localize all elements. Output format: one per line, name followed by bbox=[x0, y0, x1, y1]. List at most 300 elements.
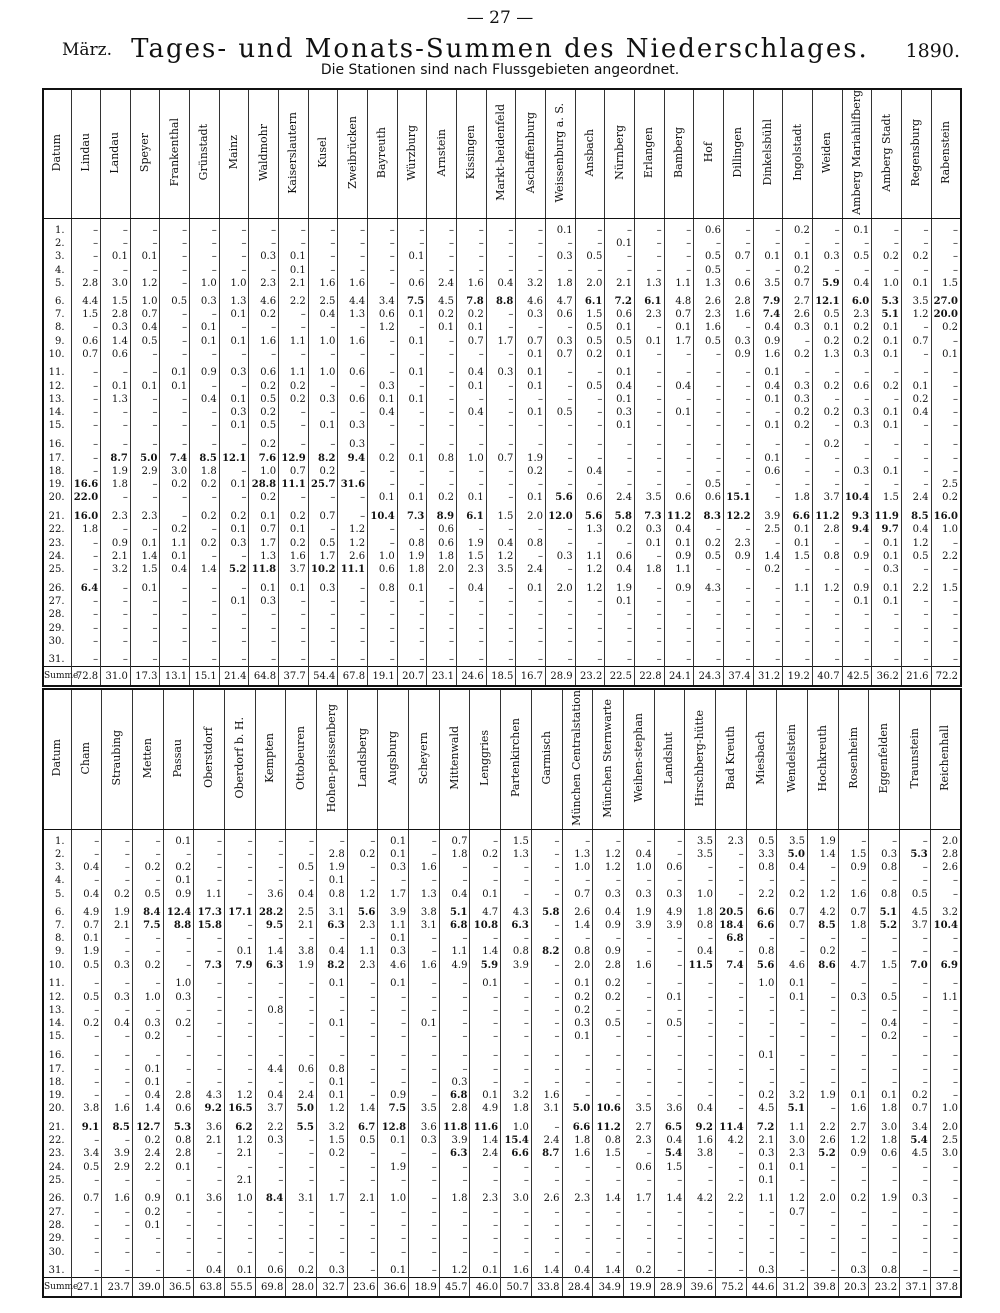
value-cell: – bbox=[869, 1246, 900, 1259]
value-cell: 3.4 bbox=[900, 1120, 931, 1134]
value-cell: – bbox=[715, 1048, 746, 1062]
value-cell: 0.5 bbox=[575, 321, 605, 334]
value-cell: – bbox=[872, 452, 902, 465]
value-cell: – bbox=[664, 419, 694, 432]
value-cell: – bbox=[102, 1134, 133, 1147]
value-cell: – bbox=[654, 977, 685, 991]
value-cell: 3.7 bbox=[255, 1102, 286, 1115]
station-header bbox=[654, 689, 685, 829]
table-row bbox=[43, 621, 961, 634]
value-cell: 2.1 bbox=[102, 919, 133, 932]
value-cell: 0.4 bbox=[132, 1089, 163, 1102]
value-cell: 9.2 bbox=[685, 1120, 716, 1134]
value-cell: – bbox=[901, 595, 931, 608]
value-cell: 11.2 bbox=[664, 509, 694, 523]
value-cell: 0.1 bbox=[783, 523, 813, 536]
value-cell: – bbox=[808, 977, 839, 991]
value-cell: 0.2 bbox=[593, 991, 624, 1004]
value-cell: – bbox=[901, 635, 931, 648]
value-cell: – bbox=[130, 621, 160, 634]
value-cell: – bbox=[409, 977, 440, 991]
value-cell: – bbox=[869, 1232, 900, 1245]
value-cell: 0.2 bbox=[812, 438, 842, 452]
value-cell: – bbox=[286, 1076, 317, 1089]
table-row bbox=[43, 1219, 961, 1232]
table-row bbox=[43, 1004, 961, 1017]
value-cell: – bbox=[308, 595, 338, 608]
value-cell: – bbox=[808, 1017, 839, 1030]
value-cell: 0.1 bbox=[562, 1030, 593, 1043]
value-cell: 3.6 bbox=[194, 1192, 225, 1206]
value-cell: 1.6 bbox=[501, 1264, 532, 1278]
value-cell: – bbox=[842, 366, 872, 380]
value-cell: – bbox=[409, 874, 440, 887]
value-cell: – bbox=[654, 1062, 685, 1075]
table-row bbox=[43, 1030, 961, 1043]
station-header bbox=[130, 89, 160, 218]
station-name: Bad Kreuth bbox=[723, 726, 737, 790]
value-cell: 3.0 bbox=[101, 277, 131, 290]
value-cell: – bbox=[562, 874, 593, 887]
value-cell: 0.5 bbox=[249, 419, 279, 432]
value-cell: – bbox=[409, 1219, 440, 1232]
value-cell: 0.5 bbox=[575, 380, 605, 393]
value-cell: – bbox=[872, 478, 902, 491]
value-cell: – bbox=[190, 595, 220, 608]
value-cell: – bbox=[160, 509, 190, 523]
value-cell: – bbox=[715, 1017, 746, 1030]
value-cell: – bbox=[838, 874, 869, 887]
value-cell: 0.3 bbox=[838, 1264, 869, 1278]
station-header bbox=[163, 689, 194, 829]
value-cell: 1.2 bbox=[575, 581, 605, 595]
value-cell: 0.1 bbox=[130, 581, 160, 595]
value-cell: – bbox=[931, 653, 961, 667]
value-cell: 0.1 bbox=[470, 977, 501, 991]
value-cell: 5.1 bbox=[872, 308, 902, 321]
value-cell: 31.6 bbox=[338, 478, 368, 491]
value-cell: – bbox=[694, 452, 724, 465]
table-row bbox=[43, 550, 961, 563]
sum-value: 23.2 bbox=[869, 1278, 900, 1298]
value-cell: – bbox=[869, 1161, 900, 1174]
sum-value: 67.8 bbox=[338, 667, 368, 687]
value-cell: – bbox=[427, 621, 457, 634]
value-cell: – bbox=[900, 835, 931, 848]
value-cell: 1.9 bbox=[808, 835, 839, 848]
sum-value: 44.6 bbox=[746, 1278, 777, 1298]
value-cell: – bbox=[279, 595, 309, 608]
value-cell: – bbox=[457, 237, 487, 250]
station-header bbox=[575, 89, 605, 218]
value-cell: 1.9 bbox=[397, 550, 427, 563]
value-cell: 0.3 bbox=[101, 321, 131, 334]
sum-value: 22.8 bbox=[634, 667, 664, 687]
value-cell: 0.1 bbox=[378, 977, 409, 991]
value-cell: 0.5 bbox=[308, 536, 338, 549]
value-cell: 0.7 bbox=[439, 835, 470, 848]
value-cell: – bbox=[715, 1174, 746, 1187]
value-cell: – bbox=[317, 1048, 348, 1062]
value-cell: – bbox=[224, 977, 255, 991]
value-cell: 0.1 bbox=[219, 419, 249, 432]
value-cell: 1.6 bbox=[838, 1102, 869, 1115]
value-cell: – bbox=[378, 874, 409, 887]
value-cell: – bbox=[397, 465, 427, 478]
value-cell: 0.9 bbox=[838, 1147, 869, 1160]
value-cell: 2.2 bbox=[808, 1120, 839, 1134]
value-cell: – bbox=[101, 635, 131, 648]
value-cell: – bbox=[409, 1206, 440, 1219]
value-cell: 0.1 bbox=[457, 491, 487, 504]
value-cell: – bbox=[900, 1246, 931, 1259]
sum-value: 37.8 bbox=[930, 1278, 961, 1298]
value-cell: – bbox=[368, 348, 398, 361]
value-cell: 0.7 bbox=[777, 1206, 808, 1219]
value-cell: – bbox=[338, 509, 368, 523]
value-cell: – bbox=[634, 419, 664, 432]
value-cell: 8.2 bbox=[317, 959, 348, 972]
value-cell: 7.2 bbox=[605, 295, 635, 308]
value-cell: – bbox=[753, 237, 783, 250]
value-cell: – bbox=[102, 1089, 133, 1102]
station-name: Garmisch bbox=[539, 731, 553, 785]
value-cell: 0.5 bbox=[869, 991, 900, 1004]
value-cell: 4.3 bbox=[694, 581, 724, 595]
value-cell: 0.1 bbox=[546, 224, 576, 237]
value-cell: – bbox=[931, 608, 961, 621]
value-cell: – bbox=[531, 977, 562, 991]
value-cell: 1.0 bbox=[224, 1192, 255, 1206]
value-cell: – bbox=[427, 635, 457, 648]
value-cell: 0.3 bbox=[219, 536, 249, 549]
value-cell: – bbox=[715, 1004, 746, 1017]
value-cell: 0.4 bbox=[102, 1017, 133, 1030]
value-cell: 0.6 bbox=[427, 536, 457, 549]
value-cell: 0.8 bbox=[427, 452, 457, 465]
value-cell: 0.1 bbox=[634, 334, 664, 347]
value-cell: – bbox=[516, 635, 546, 648]
value-cell: 0.3 bbox=[783, 321, 813, 334]
value-cell: – bbox=[102, 835, 133, 848]
sum-row bbox=[43, 667, 961, 687]
sum-value: 69.8 bbox=[255, 1278, 286, 1298]
value-cell: – bbox=[71, 438, 101, 452]
value-cell: – bbox=[900, 1076, 931, 1089]
value-cell: 0.2 bbox=[783, 406, 813, 419]
value-cell: 1.0 bbox=[163, 977, 194, 991]
value-cell: 0.1 bbox=[869, 1089, 900, 1102]
value-cell: – bbox=[593, 1174, 624, 1187]
station-header bbox=[753, 89, 783, 218]
value-cell: 3.1 bbox=[531, 1102, 562, 1115]
date-cell: 20. bbox=[43, 1102, 71, 1115]
value-cell: 1.3 bbox=[501, 848, 532, 861]
value-cell: – bbox=[685, 1048, 716, 1062]
value-cell: – bbox=[486, 263, 516, 276]
value-cell: – bbox=[71, 550, 101, 563]
value-cell: – bbox=[317, 1206, 348, 1219]
value-cell: – bbox=[378, 1017, 409, 1030]
value-cell: – bbox=[753, 581, 783, 595]
value-cell: 0.6 bbox=[605, 550, 635, 563]
value-cell: 1.5 bbox=[130, 563, 160, 576]
value-cell: – bbox=[347, 1147, 378, 1160]
value-cell: – bbox=[869, 1076, 900, 1089]
value-cell: – bbox=[338, 263, 368, 276]
value-cell: – bbox=[190, 608, 220, 621]
value-cell: – bbox=[224, 861, 255, 874]
value-cell: – bbox=[219, 635, 249, 648]
value-cell: 0.5 bbox=[71, 1161, 102, 1174]
value-cell: 8.3 bbox=[694, 509, 724, 523]
value-cell: – bbox=[224, 1232, 255, 1245]
value-cell: 3.4 bbox=[368, 295, 398, 308]
sum-value: 63.8 bbox=[194, 1278, 225, 1298]
value-cell: – bbox=[190, 635, 220, 648]
value-cell: – bbox=[634, 635, 664, 648]
station-header bbox=[338, 89, 368, 218]
value-cell: – bbox=[664, 452, 694, 465]
value-cell: 1.6 bbox=[694, 321, 724, 334]
value-cell: 5.3 bbox=[163, 1120, 194, 1134]
value-cell: 2.1 bbox=[279, 277, 309, 290]
value-cell: – bbox=[931, 595, 961, 608]
sum-row bbox=[43, 1278, 961, 1298]
value-cell: – bbox=[623, 1062, 654, 1075]
value-cell: 0.2 bbox=[249, 406, 279, 419]
value-cell: – bbox=[224, 1048, 255, 1062]
value-cell: – bbox=[654, 1076, 685, 1089]
value-cell: – bbox=[439, 1004, 470, 1017]
value-cell: – bbox=[397, 478, 427, 491]
value-cell: – bbox=[746, 1030, 777, 1043]
value-cell: – bbox=[931, 536, 961, 549]
value-cell: – bbox=[190, 263, 220, 276]
value-cell: 3.6 bbox=[194, 1120, 225, 1134]
table-row bbox=[43, 295, 961, 308]
value-cell: – bbox=[102, 1264, 133, 1278]
value-cell: – bbox=[723, 608, 753, 621]
value-cell: – bbox=[715, 1076, 746, 1089]
value-cell: 0.1 bbox=[279, 581, 309, 595]
table-row bbox=[43, 991, 961, 1004]
date-cell: 21. bbox=[43, 1120, 71, 1134]
value-cell: – bbox=[605, 224, 635, 237]
value-cell: 0.1 bbox=[163, 1192, 194, 1206]
table-row bbox=[43, 959, 961, 972]
date-cell: 7. bbox=[43, 308, 71, 321]
value-cell: – bbox=[872, 635, 902, 648]
value-cell: – bbox=[317, 1174, 348, 1187]
value-cell: – bbox=[102, 1206, 133, 1219]
value-cell: 0.1 bbox=[470, 888, 501, 901]
value-cell: 2.1 bbox=[194, 1134, 225, 1147]
value-cell: 0.8 bbox=[368, 581, 398, 595]
table-row bbox=[43, 237, 961, 250]
value-cell: 6.1 bbox=[575, 295, 605, 308]
value-cell: – bbox=[279, 635, 309, 648]
sum-value: 36.2 bbox=[872, 667, 902, 687]
value-cell: 0.2 bbox=[132, 1134, 163, 1147]
value-cell: – bbox=[930, 932, 961, 945]
value-cell: – bbox=[486, 581, 516, 595]
value-cell: 0.2 bbox=[102, 888, 133, 901]
value-cell: 0.2 bbox=[562, 991, 593, 1004]
value-cell: – bbox=[368, 263, 398, 276]
value-cell: 2.0 bbox=[562, 959, 593, 972]
value-cell: 0.6 bbox=[694, 224, 724, 237]
value-cell: – bbox=[308, 348, 338, 361]
value-cell: 0.7 bbox=[664, 308, 694, 321]
value-cell: – bbox=[808, 1232, 839, 1245]
value-cell: 4.7 bbox=[470, 906, 501, 919]
value-cell: – bbox=[439, 991, 470, 1004]
value-cell: 1.1 bbox=[664, 563, 694, 576]
value-cell: – bbox=[900, 1062, 931, 1075]
value-cell: 2.8 bbox=[439, 1102, 470, 1115]
value-cell: 3.7 bbox=[812, 491, 842, 504]
value-cell: – bbox=[685, 991, 716, 1004]
value-cell: – bbox=[71, 1030, 102, 1043]
table-row bbox=[43, 380, 961, 393]
value-cell: 2.2 bbox=[715, 1192, 746, 1206]
value-cell: – bbox=[842, 653, 872, 667]
value-cell: 0.1 bbox=[397, 308, 427, 321]
value-cell: 0.1 bbox=[605, 419, 635, 432]
value-cell: 0.1 bbox=[219, 393, 249, 406]
value-cell: 5.8 bbox=[531, 906, 562, 919]
value-cell: 0.7 bbox=[516, 334, 546, 347]
value-cell: 8.8 bbox=[163, 919, 194, 932]
value-cell: – bbox=[102, 932, 133, 945]
value-cell: – bbox=[368, 536, 398, 549]
value-cell: – bbox=[930, 1192, 961, 1206]
table-row bbox=[43, 861, 961, 874]
value-cell: – bbox=[160, 321, 190, 334]
value-cell: – bbox=[654, 1089, 685, 1102]
value-cell: 1.3 bbox=[562, 848, 593, 861]
value-cell: 1.2 bbox=[901, 308, 931, 321]
value-cell: 6.1 bbox=[634, 295, 664, 308]
value-cell: – bbox=[654, 1004, 685, 1017]
value-cell: 4.2 bbox=[685, 1192, 716, 1206]
value-cell: – bbox=[531, 1030, 562, 1043]
date-cell: 5. bbox=[43, 277, 71, 290]
value-cell: – bbox=[470, 861, 501, 874]
value-cell: – bbox=[664, 348, 694, 361]
value-cell: 0.2 bbox=[286, 1264, 317, 1278]
station-header bbox=[685, 689, 716, 829]
value-cell: 3.9 bbox=[501, 959, 532, 972]
value-cell: 1.9 bbox=[102, 906, 133, 919]
value-cell: – bbox=[71, 536, 101, 549]
value-cell: 0.6 bbox=[397, 277, 427, 290]
value-cell: – bbox=[486, 348, 516, 361]
value-cell: – bbox=[753, 653, 783, 667]
value-cell: – bbox=[808, 861, 839, 874]
value-cell: 0.5 bbox=[546, 406, 576, 419]
value-cell: 1.4 bbox=[101, 334, 131, 347]
value-cell: – bbox=[347, 1017, 378, 1030]
value-cell: – bbox=[71, 224, 101, 237]
value-cell: 0.6 bbox=[338, 366, 368, 380]
value-cell: 1.0 bbox=[132, 991, 163, 1004]
value-cell: – bbox=[71, 1219, 102, 1232]
station-name: Hochkreuth bbox=[815, 724, 829, 792]
value-cell: – bbox=[623, 1089, 654, 1102]
station-name: Mainz bbox=[227, 135, 241, 170]
value-cell: 0.4 bbox=[486, 536, 516, 549]
value-cell: 3.8 bbox=[71, 1102, 102, 1115]
value-cell: – bbox=[163, 959, 194, 972]
value-cell: 1.2 bbox=[777, 1192, 808, 1206]
value-cell: – bbox=[279, 321, 309, 334]
value-cell: – bbox=[812, 653, 842, 667]
value-cell: – bbox=[347, 1048, 378, 1062]
value-cell: 0.7 bbox=[777, 906, 808, 919]
value-cell: – bbox=[812, 263, 842, 276]
value-cell: 1.2 bbox=[812, 581, 842, 595]
value-cell: 0.1 bbox=[605, 321, 635, 334]
value-cell: 2.1 bbox=[605, 277, 635, 290]
value-cell: – bbox=[664, 621, 694, 634]
value-cell: – bbox=[190, 250, 220, 263]
value-cell: 0.5 bbox=[900, 888, 931, 901]
value-cell: 0.2 bbox=[746, 1089, 777, 1102]
value-cell: – bbox=[930, 888, 961, 901]
value-cell: 0.6 bbox=[101, 348, 131, 361]
value-cell: – bbox=[224, 1206, 255, 1219]
value-cell: – bbox=[694, 595, 724, 608]
value-cell: – bbox=[531, 991, 562, 1004]
value-cell: – bbox=[286, 932, 317, 945]
value-cell: – bbox=[130, 595, 160, 608]
value-cell: 0.2 bbox=[160, 478, 190, 491]
value-cell: – bbox=[593, 1246, 624, 1259]
value-cell: – bbox=[605, 263, 635, 276]
value-cell: 1.6 bbox=[723, 308, 753, 321]
value-cell: 2.9 bbox=[130, 465, 160, 478]
value-cell: – bbox=[427, 263, 457, 276]
value-cell: 1.1 bbox=[160, 536, 190, 549]
value-cell: – bbox=[71, 595, 101, 608]
value-cell: – bbox=[838, 1048, 869, 1062]
station-header bbox=[101, 89, 131, 218]
value-cell: – bbox=[368, 419, 398, 432]
value-cell: 0.2 bbox=[872, 380, 902, 393]
value-cell: 0.3 bbox=[163, 991, 194, 1004]
value-cell: 0.7 bbox=[279, 465, 309, 478]
value-cell: – bbox=[753, 608, 783, 621]
value-cell: 1.7 bbox=[623, 1192, 654, 1206]
value-cell: – bbox=[439, 1219, 470, 1232]
value-cell: – bbox=[516, 393, 546, 406]
value-cell: 1.4 bbox=[593, 1264, 624, 1278]
value-cell: 0.1 bbox=[397, 452, 427, 465]
value-cell: 0.9 bbox=[163, 888, 194, 901]
value-cell: – bbox=[286, 1147, 317, 1160]
value-cell: 1.1 bbox=[783, 581, 813, 595]
station-header bbox=[347, 689, 378, 829]
value-cell: 0.1 bbox=[219, 308, 249, 321]
value-cell: 0.4 bbox=[901, 406, 931, 419]
value-cell: – bbox=[427, 224, 457, 237]
value-cell: 9.1 bbox=[71, 1120, 102, 1134]
station-header bbox=[723, 89, 753, 218]
value-cell: 0.2 bbox=[753, 563, 783, 576]
value-cell: 0.2 bbox=[872, 250, 902, 263]
